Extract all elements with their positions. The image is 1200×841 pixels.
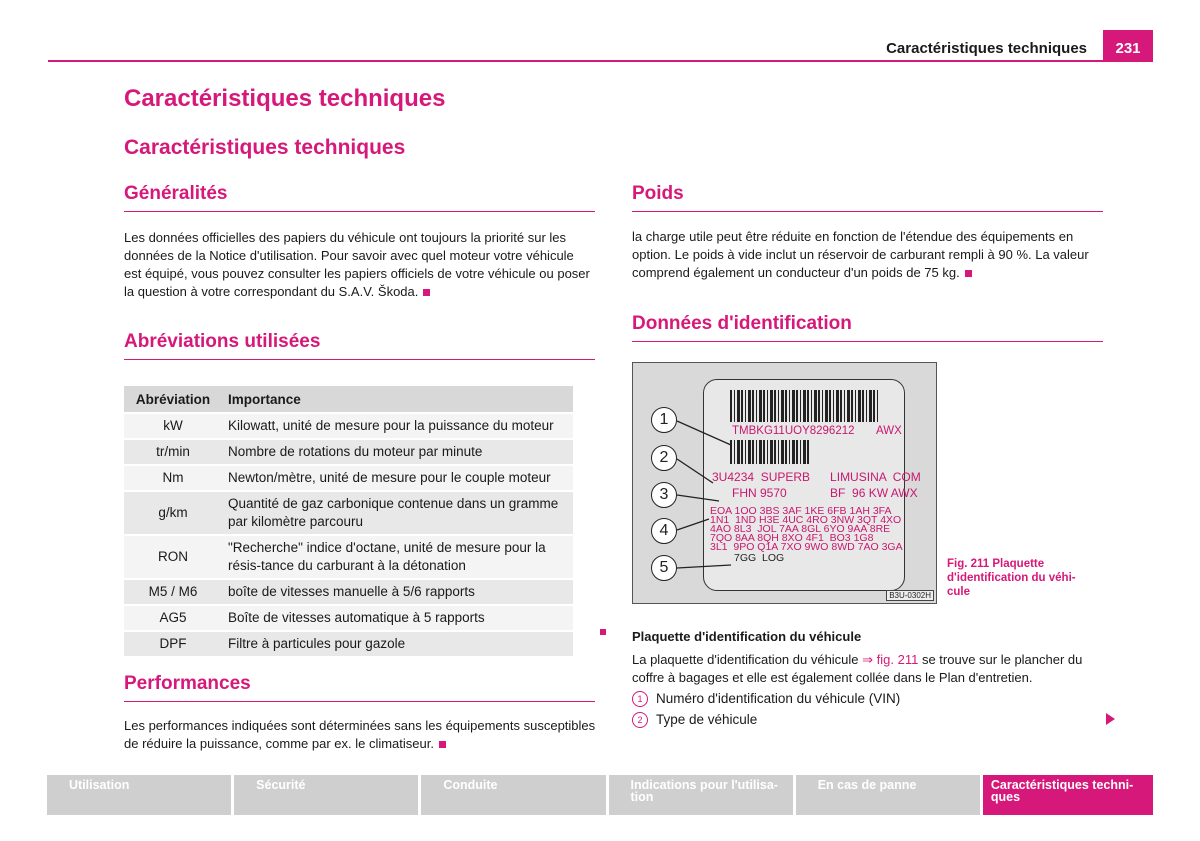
tab-en-cas-de-panne[interactable]: En cas de panne [796, 775, 980, 815]
plate-type-line: 3U4234 SUPERB LIMUSINA COM [712, 470, 921, 484]
meaning-cell: "Recherche" indice d'octane, unité de mesure pour la résis-tance du carburant à la détonation [222, 536, 573, 578]
end-marker-icon [439, 741, 446, 748]
table-row [124, 466, 573, 490]
meaning-cell: Quantité de gaz carbonique contenue dans un gramme par kilomètre parcouru [222, 492, 573, 534]
poids-text: la charge utile peut être réduite en fonction de l'étendue des équipements en option. Le poids à vide inclut un réservoir de carburant rempli à 90 %. La valeur comprend également un conducteur d'un poids de 75 kg. [632, 229, 1089, 280]
plaque-text: La plaquette d'identification du véhicule ⇒ fig. 211 se trouve sur le plancher du coffre à bagages et elle est également collée dans le Plan d'entretien. [632, 652, 1083, 685]
abbr-cell: AG5 [124, 606, 222, 630]
callout-4: 4 [651, 518, 677, 544]
callout-1: 1 [651, 407, 677, 433]
table-header-row [124, 386, 573, 412]
meaning-cell: boîte de vitesses manuelle à 5/6 rapports [222, 580, 573, 604]
plate-vin: TMBKG11UOY8296212 [732, 425, 855, 437]
meaning-cell: Boîte de vitesses automatique à 5 rapports [222, 606, 573, 630]
page-title: Caractéristiques techniques [124, 85, 446, 112]
identification-heading: Données d'identification [632, 313, 1103, 342]
callout-leaders [633, 363, 936, 603]
page-number: 231 [1103, 30, 1153, 60]
abbr-cell: Nm [124, 466, 222, 490]
callout-3: 3 [651, 482, 677, 508]
figure-caption: Fig. 211 Plaquette d'identification du véhi-cule [947, 558, 1076, 598]
plate-code-line: 1N1 1ND H3E 4UC 4RO 3NW 3QT 4XO [710, 514, 902, 526]
meaning-cell: Newton/mètre, unité de mesure pour le couple moteur [222, 466, 573, 490]
tab-securite[interactable]: Sécurité [234, 775, 418, 815]
list-item: 1 Numéro d'identification du véhicule (VIN) [632, 691, 900, 707]
table-row [124, 440, 573, 464]
abbr-cell: M5 / M6 [124, 580, 222, 604]
plate-paint-code: 7GG LOG [734, 552, 785, 564]
abbr-cell: DPF [124, 632, 222, 656]
number-circle-icon: 2 [632, 712, 648, 728]
abbreviations-heading: Abréviations utilisées [124, 331, 595, 360]
chapter-tabs [47, 775, 1153, 815]
table-row [124, 536, 573, 578]
abbr-cell: RON [124, 536, 222, 578]
callout-2: 2 [651, 445, 677, 471]
table-row [124, 492, 573, 534]
generalites-heading: Généralités [124, 183, 595, 212]
performances-text: Les performances indiquées sont déterminées sans les équipements susceptibles de réduire la puissance, comme par ex. le climatiseur. [124, 718, 596, 751]
running-header [48, 30, 1153, 62]
abbr-cell: tr/min [124, 440, 222, 464]
column-header-importance: Importance [222, 386, 573, 412]
plate-code-line: 3L1 9PO Q1A 7XO 9WO 8WD 7AO 3GA [710, 541, 903, 553]
list-item: 2 Type de véhicule [632, 712, 757, 728]
abbreviations-table [124, 384, 573, 658]
figure-reference-code: B3U-0302H [886, 590, 934, 601]
header-rule [48, 60, 1153, 62]
tab-indications[interactable]: Indications pour l'utilisa-tion [609, 775, 793, 815]
plate-code-line: EOA 1OO 3BS 3AF 1KE 6FB 1AH 3FA [710, 505, 892, 517]
meaning-cell: Filtre à particules pour gazole [222, 632, 573, 656]
callout-5: 5 [651, 555, 677, 581]
table-row [124, 606, 573, 630]
table-row [124, 632, 573, 656]
abbr-cell: kW [124, 414, 222, 438]
tab-utilisation[interactable]: Utilisation [47, 775, 231, 815]
section-marker-icon [600, 629, 606, 635]
plate-code-line: 7QO 8AA 8QH 8XO 4F1 BO3 1G8 [710, 532, 874, 544]
column-header-abbreviation: Abréviation [124, 386, 222, 412]
end-marker-icon [965, 270, 972, 277]
table-row [124, 580, 573, 604]
poids-heading: Poids [632, 183, 1103, 212]
running-header-title: Caractéristiques techniques [886, 40, 1087, 57]
meaning-cell: Kilowatt, unité de mesure pour la puissance du moteur [222, 414, 573, 438]
figure-link[interactable]: ⇒ fig. 211 [862, 652, 919, 667]
plate-vin-suffix: AWX [876, 425, 902, 437]
section-title: Caractéristiques techniques [124, 136, 406, 159]
generalites-text: Les données officielles des papiers du véhicule ont toujours la priorité sur les données de la Notice d'utilisation. Pour savoir avec quel moteur votre véhicule est équipé, vous pouvez consulter les papiers officiels de votre véhicule ou poser la question à votre correspondant du S.A.V. Škoda. [124, 230, 590, 299]
performances-heading: Performances [124, 673, 595, 702]
plaque-title: Plaquette d'identification du véhicule [632, 629, 862, 644]
identification-plate-figure [632, 362, 937, 604]
abbr-cell: g/km [124, 492, 222, 534]
end-marker-icon [423, 289, 430, 296]
table-row [124, 414, 573, 438]
plate-code-line: 4AO 8L3 JOL 7AA 8GL 6YO 9AA 8RE [710, 523, 891, 535]
tab-caracteristiques[interactable]: Caractéristiques techni-ques [983, 775, 1153, 815]
continue-arrow-icon[interactable] [1106, 713, 1115, 725]
tab-conduite[interactable]: Conduite [421, 775, 605, 815]
number-circle-icon: 1 [632, 691, 648, 707]
plate-engine-line: FHN 9570 BF 96 KW AWX [732, 486, 918, 500]
meaning-cell: Nombre de rotations du moteur par minute [222, 440, 573, 464]
